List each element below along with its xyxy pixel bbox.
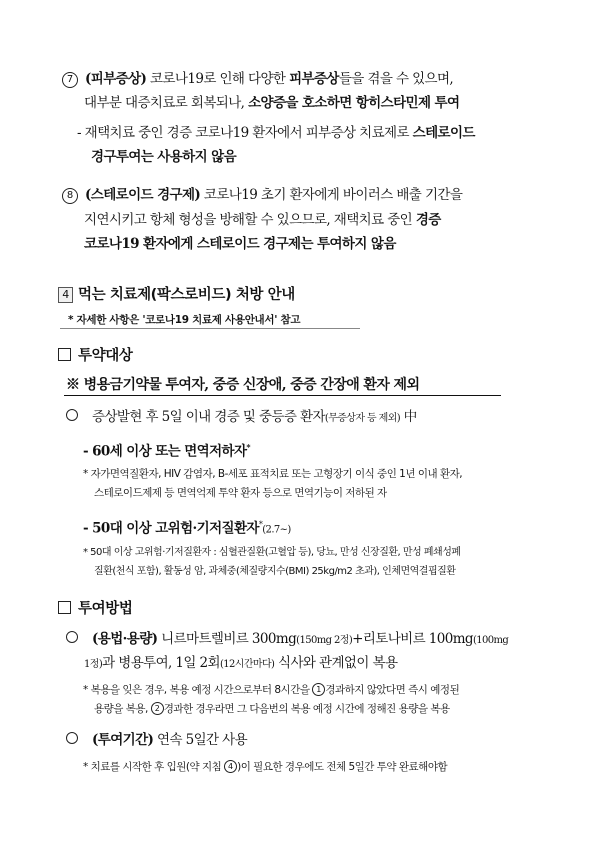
item7-bold: 피부증상 xyxy=(289,71,339,87)
target-main-text: 증상발현 후 5일 이내 경증 및 중등증 환자 xyxy=(92,409,325,425)
circle-bullet-icon xyxy=(66,631,78,643)
square-bullet-icon xyxy=(58,348,71,361)
item8-line3: 코로나19 환자에게 스테로이드 경구제는 투여하지 않음 xyxy=(84,236,396,252)
method-note2-text: * 치료를 시작한 후 입원(약 지침 xyxy=(83,761,225,773)
circled-number: 4 xyxy=(224,760,237,773)
target-main xyxy=(66,408,417,428)
target-note1-line2: 스테로이드제제 등 면역억제 투약 환자 등으로 면역기능이 저하된 자 xyxy=(94,487,387,499)
item7-subline1 xyxy=(77,124,475,142)
circled-number: 1 xyxy=(312,683,325,696)
method-heading-text: 투여방법 xyxy=(78,601,133,617)
item7-number: 7 xyxy=(62,72,78,88)
target-heading xyxy=(58,347,132,365)
item7-bold: 소양증을 호소하면 항히스타민제 투여 xyxy=(248,95,460,111)
dose-text: +리토나비르 100mg xyxy=(352,631,473,647)
exclusion-underline xyxy=(64,395,501,396)
method-note1-text: 용량을 복용, xyxy=(94,703,151,715)
target-sub1-sup: * xyxy=(246,442,250,452)
target-main-suffix: 中 xyxy=(400,409,417,425)
method-note1-text: 경과한 경우라면 그 다음번의 복용 예정 시간에 정해진 용량을 복용 xyxy=(163,703,450,715)
target-heading-text: 투약대상 xyxy=(78,348,133,364)
item8-text: 지연시키고 항체 형성을 방해할 수 있으므로, 재택치료 중인 xyxy=(84,212,416,228)
target-sub2-sup: * xyxy=(258,520,263,529)
section4-heading xyxy=(58,286,295,304)
target-sub2-date: (2.7~) xyxy=(262,524,291,536)
method-dose-line1 xyxy=(66,630,508,650)
target-sub2-text: - 50대 이상 고위험·기저질환자 xyxy=(83,520,259,537)
item8-title: (스테로이드 경구제) xyxy=(85,187,201,203)
period-text: 연속 5일간 사용 xyxy=(153,732,248,748)
circle-bullet-icon xyxy=(66,409,78,421)
method-note2-text: )이 필요한 경우에도 전체 5일간 투약 완료해야함 xyxy=(237,761,448,773)
item7-text: 코로나19로 인해 다양한 xyxy=(146,71,290,87)
item7-sub-text: - 재택치료 중인 경증 코로나19 환자에서 피부증상 치료제로 xyxy=(77,125,413,141)
item7-text: 대부분 대증치료로 회복되나, xyxy=(84,95,249,111)
target-sub1-text: - 60세 이상 또는 면역저하자 xyxy=(83,443,247,460)
section4-title: 먹는 치료제(팍스로비드) 처방 안내 xyxy=(78,287,295,303)
method-heading xyxy=(58,600,132,618)
method-note1-line2 xyxy=(94,702,450,717)
item7-text: 들을 겪을 수 있으며, xyxy=(338,71,454,87)
target-main-aside: (무증상자 등 제외) xyxy=(324,413,401,424)
item7-line2 xyxy=(84,94,459,112)
item8-line2 xyxy=(84,211,441,229)
section4-note: * 자세한 사항은 '코로나19 치료제 사용안내서' 참고 xyxy=(68,314,301,326)
dose-aside: (12시간마다) xyxy=(219,659,275,670)
target-note1-line1: * 자가면역질환자, HIV 감염자, B-세포 표적치료 또는 고형장기 이식 중인 1년 이내 환자, xyxy=(83,468,463,480)
method-note2 xyxy=(83,760,447,775)
dose-aside: 1정) xyxy=(84,659,103,670)
exclusion-line: ※ 병용금기약물 투여자, 중증 신장애, 중증 간장애 환자 제외 xyxy=(66,377,420,393)
dose-aside: (100mg xyxy=(472,635,509,646)
target-sub1 xyxy=(83,438,250,461)
section-number-box: 4 xyxy=(58,287,73,303)
method-period xyxy=(66,731,247,749)
method-note1-text: * 복용을 잊은 경우, 복용 예정 시간으로부터 8시간을 xyxy=(83,684,313,696)
dose-title: (용법·용량) xyxy=(92,631,158,647)
method-note1-line1 xyxy=(83,683,459,698)
item7-title: (피부증상) xyxy=(85,71,147,87)
circled-number: 2 xyxy=(151,702,164,715)
item7-line1 xyxy=(62,70,453,88)
item7-subline2: 경구투여는 사용하지 않음 xyxy=(91,149,237,165)
item8-text: 코로나19 초기 환자에게 바이러스 배출 기간을 xyxy=(200,187,463,203)
dose-text: 니르마트렐비르 300mg xyxy=(157,631,297,647)
dose-text: 과 병용투여, 1일 2회 xyxy=(102,655,220,671)
circle-bullet-icon xyxy=(66,732,78,744)
item7-sub-bold: 스테로이드 xyxy=(412,125,475,141)
method-dose-line2 xyxy=(84,654,397,674)
item8-line1 xyxy=(62,186,462,204)
square-bullet-icon xyxy=(58,601,71,614)
dose-aside: (150mg 2정) xyxy=(296,635,353,646)
target-sub2 xyxy=(83,516,291,540)
item8-number: 8 xyxy=(62,188,78,204)
target-note2-line1: * 50대 이상 고위험·기저질환자 : 심혈관질환(고혈압 등), 당뇨, 만성 신장질환, 만성 폐쇄성폐 xyxy=(83,547,461,558)
item8-bold: 경증 xyxy=(415,212,441,228)
dose-text: 식사와 관계없이 복용 xyxy=(274,655,398,671)
period-title: (투여기간) xyxy=(92,732,154,748)
method-note1-text: 경과하지 않았다면 즉시 예정된 xyxy=(325,684,460,696)
section4-underline xyxy=(60,328,360,329)
target-note2-line2: 질환(천식 포함), 활동성 암, 과체중(체질량지수(BMI) 25kg/m2 초과), 인체면역결핍질환 xyxy=(94,566,456,577)
